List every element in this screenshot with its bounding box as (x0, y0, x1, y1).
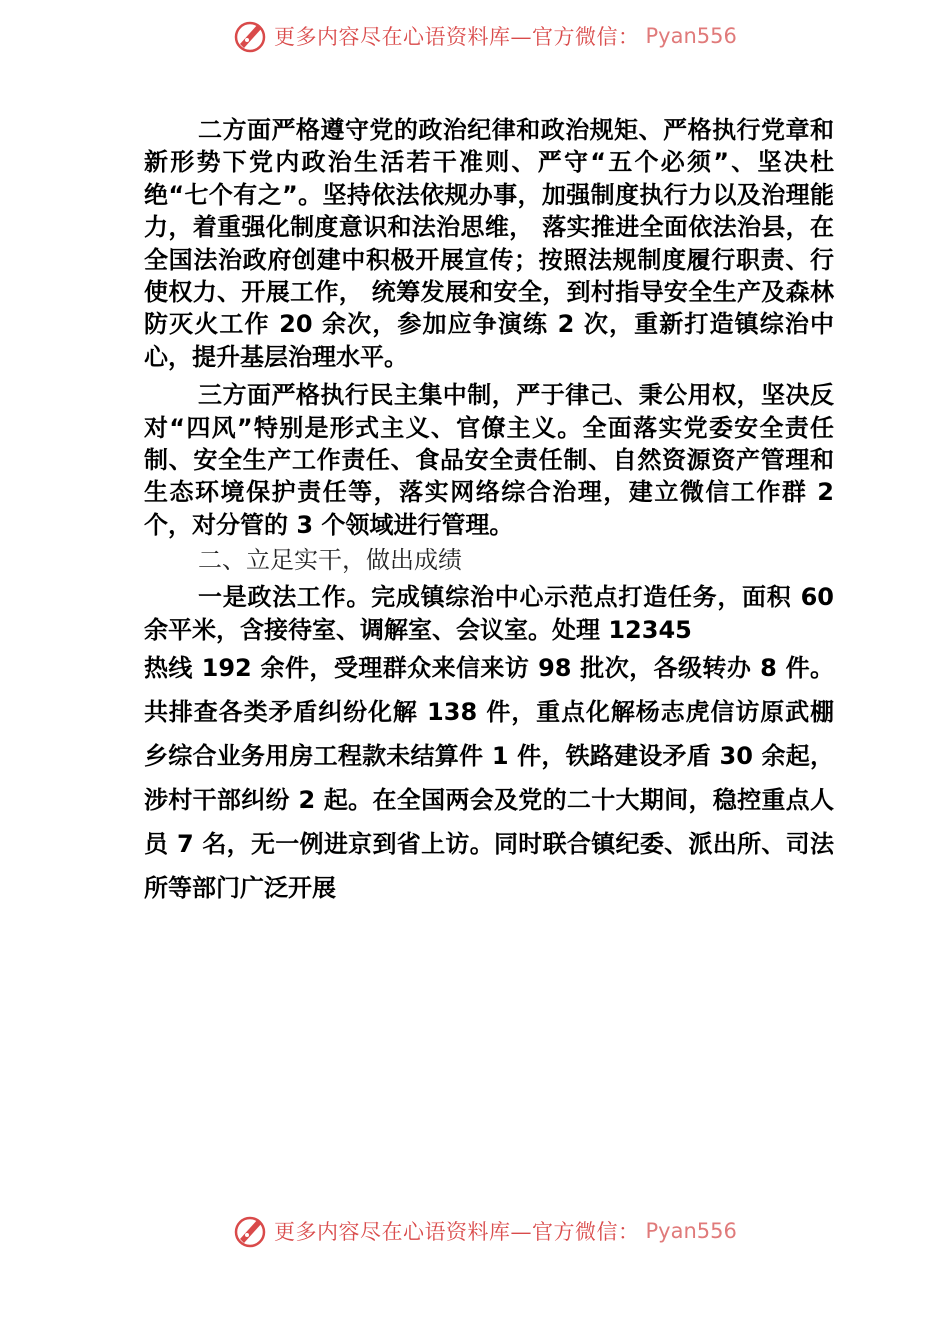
watermark-handle: Pyan556 (645, 1219, 737, 1243)
watermark-text: 更多内容尽在心语资料库—官方微信： (274, 1220, 640, 1244)
section-heading: 二、立足实干，做出成绩 (198, 546, 462, 575)
paragraph-political-legal-rest: 热线 192 余件，受理群众来信来访 98 批次，各级转办 8 件。共排查各类矛盾纠纷化解 138 件，重点化解杨志虎信访原武棚乡综合业务用房工程款未结算件 1 件，铁路建设矛盾 30 余起，涉村干部纠纷 2 起。在全国两会及党的二十大期间，稳控重点人员 7 名，无一例进京到省上访。同时联合镇纪委、派出所、司法所等部门广泛开展 (144, 654, 834, 903)
pen-nib-circle-icon (232, 1213, 268, 1249)
paragraph-second-aspect: 二方面严格遵守党的政治纪律和政治规矩、严格执行党章和新形势下党内政治生活若干准则、严守“五个必须”、坚决杜绝“七个有之”。坚持依法依规办事，加强制度执行力以及治理能力，着重强化制度意识和法治思维， 落实推进全面依法治县，在全国法治政府创建中积极开展宣传；按照法规制度履行职责、行使权力、开展工作， 统筹发展和安全，到村指导安全生产及森林防灭火工作 20 余次，参加应争演练 2 次，重新打造镇综治中心，提升基层治理水平。 (144, 116, 834, 371)
paragraph-third-aspect: 三方面严格执行民主集中制，严于律己、秉公用权，坚决反对“四风”特别是形式主义、官僚主义。全面落实党委安全责任制、安全生产工作责任、食品安全责任制、自然资源资产管理和生态环境保护责任等，落实网络综合治理，建立微信工作群 2 个，对分管的 3 个领域进行管理。 (144, 381, 834, 539)
watermark-handle: Pyan556 (645, 24, 737, 48)
pen-nib-circle-icon (232, 18, 268, 54)
paragraph-political-legal-lead: 一是政法工作。完成镇综治中心示范点打造任务，面积 60 余平米，含接待室、调解室、会议室。处理 12345 (144, 583, 834, 644)
watermark-header (232, 16, 737, 56)
watermark-footer (232, 1211, 737, 1251)
document-body (144, 114, 834, 910)
watermark-text: 更多内容尽在心语资料库—官方微信： (274, 25, 640, 49)
